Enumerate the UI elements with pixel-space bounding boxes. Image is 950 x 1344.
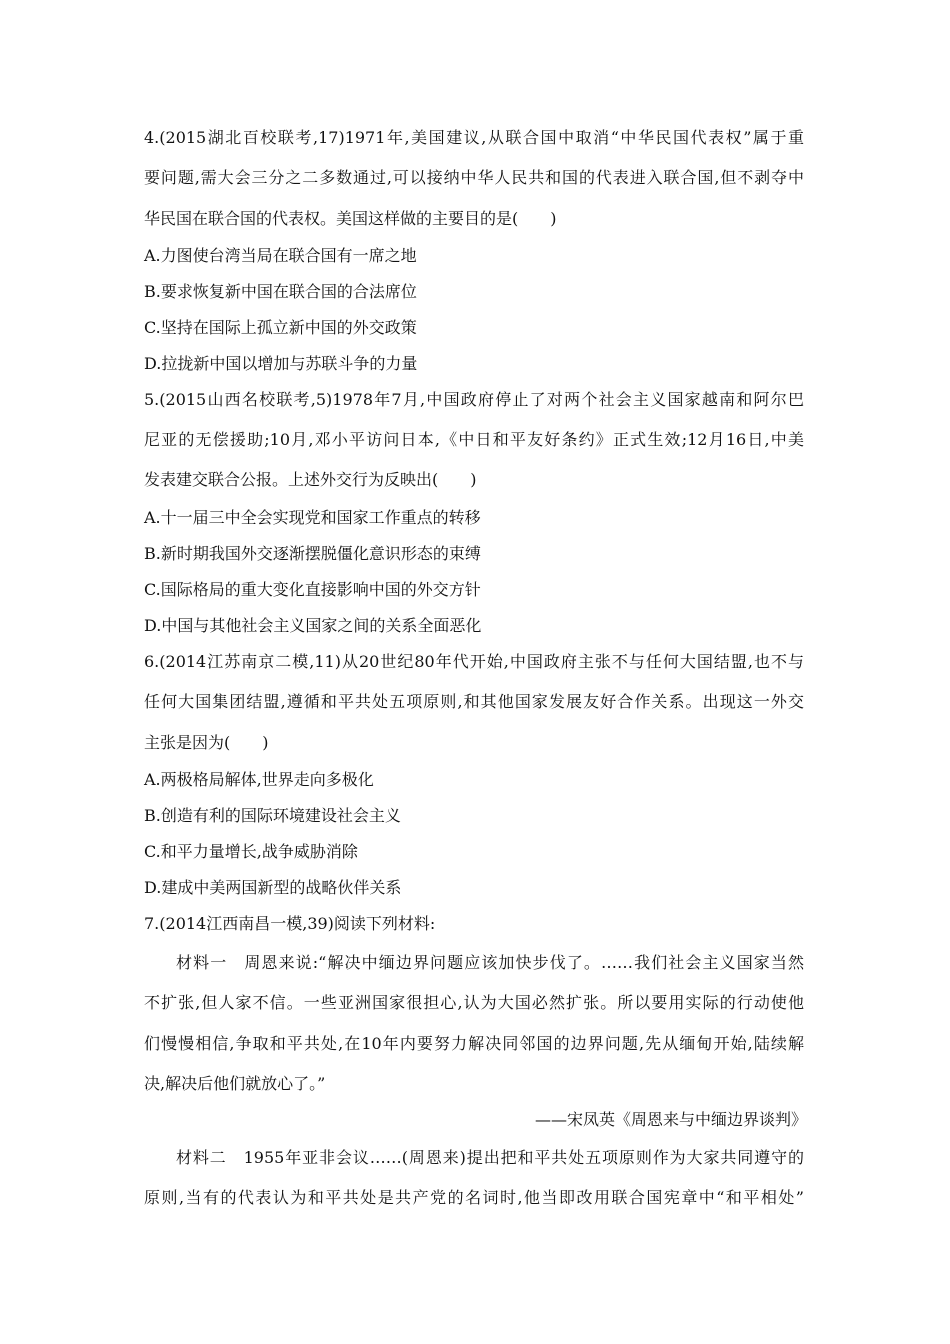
q4-stem-line-1: 4.(2015湖北百校联考,17)1971年,美国建议,从联合国中取消“中华民国代表权”属于重 <box>144 128 804 147</box>
q4-option-c: C.坚持在国际上孤立新中国的外交政策 <box>144 318 417 337</box>
q7-material2-line-1: 材料二 1955年亚非会议……(周恩来)提出把和平共处五项原则作为大家共同遵守的 <box>176 1148 804 1167</box>
q4-option-a: A.力图使台湾当局在联合国有一席之地 <box>144 246 417 265</box>
q7-material1-source: ——宋凤英《周恩来与中缅边界谈判》 <box>534 1110 807 1129</box>
q5-stem-line-2: 尼亚的无偿援助;10月,邓小平访问日本,《中日和平友好条约》正式生效;12月16日,中美 <box>144 430 804 449</box>
q7-material1-line-2: 不扩张,但人家不信。一些亚洲国家很担心,认为大国必然扩张。所以要用实际的行动使他 <box>144 993 804 1012</box>
q5-option-b: B.新时期我国外交逐渐摆脱僵化意识形态的束缚 <box>144 544 481 563</box>
q5-option-a: A.十一届三中全会实现党和国家工作重点的转移 <box>144 508 481 527</box>
q6-option-a: A.两极格局解体,世界走向多极化 <box>144 770 374 789</box>
q4-option-d: D.拉拢新中国以增加与苏联斗争的力量 <box>144 354 418 373</box>
q4-option-b: B.要求恢复新中国在联合国的合法席位 <box>144 282 417 301</box>
q4-stem-line-3: 华民国在联合国的代表权。美国这样做的主要目的是( ) <box>144 209 557 228</box>
q5-stem-line-1: 5.(2015山西名校联考,5)1978年7月,中国政府停止了对两个社会主义国家越南和阿尔巴 <box>144 390 804 409</box>
q6-stem-line-3: 主张是因为( ) <box>144 733 269 752</box>
q6-option-c: C.和平力量增长,战争威胁消除 <box>144 842 358 861</box>
q5-option-c: C.国际格局的重大变化直接影响中国的外交方针 <box>144 580 481 599</box>
q7-material1-line-4: 决,解决后他们就放心了。” <box>144 1074 326 1093</box>
q5-stem-line-3: 发表建交联合公报。上述外交行为反映出( ) <box>144 470 477 489</box>
q6-option-b: B.创造有利的国际环境建设社会主义 <box>144 806 401 825</box>
q6-option-d: D.建成中美两国新型的战略伙伴关系 <box>144 878 402 897</box>
q7-material1-line-1: 材料一 周恩来说:“解决中缅边界问题应该加快步伐了。……我们社会主义国家当然 <box>176 953 804 972</box>
q7-intro: 7.(2014江西南昌一模,39)阅读下列材料: <box>144 914 436 933</box>
q5-option-d: D.中国与其他社会主义国家之间的关系全面恶化 <box>144 616 482 635</box>
q7-material1-line-3: 们慢慢相信,争取和平共处,在10年内要努力解决同邻国的边界问题,先从缅甸开始,陆续解 <box>144 1034 804 1053</box>
q6-stem-line-1: 6.(2014江苏南京二模,11)从20世纪80年代开始,中国政府主张不与任何大国结盟,也不与 <box>144 652 804 671</box>
q4-stem-line-2: 要问题,需大会三分之二多数通过,可以接纳中华人民共和国的代表进入联合国,但不剥夺中 <box>144 168 804 187</box>
q6-stem-line-2: 任何大国集团结盟,遵循和平共处五项原则,和其他国家发展友好合作关系。出现这一外交 <box>144 692 804 711</box>
q7-material2-line-2: 原则,当有的代表认为和平共处是共产党的名词时,他当即改用联合国宪章中“和平相处” <box>144 1188 804 1207</box>
